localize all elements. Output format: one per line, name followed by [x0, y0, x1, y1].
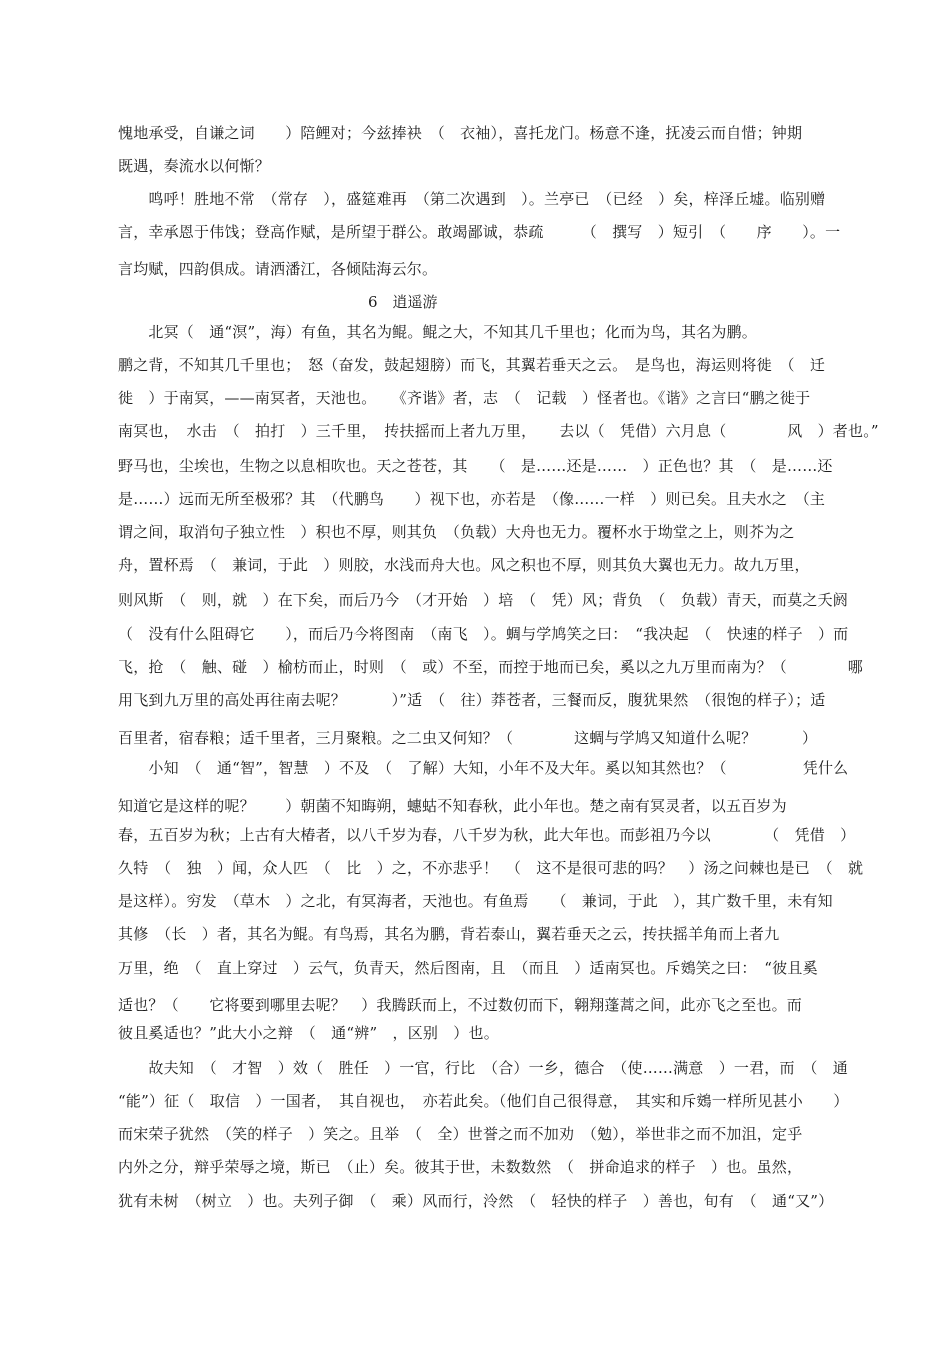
text-line: 其修 （长 ）者，其名为鲲。有鸟焉，其名为鹏，背若泰山，翼若垂天之云，抟扶摇羊角而上者九 — [118, 925, 780, 943]
text-line: 愧地承受，自谦之词 ）陪鲤对；今兹捧袂 （ 衣袖），喜托龙门。杨意不逢，抚凌云而自惜；钟期 — [118, 124, 803, 142]
text-line: 春，五百岁为秋；上古有大椿者，以八千岁为春，八千岁为秋，此大年也。而彭祖乃今以 （ 凭借 ） — [118, 826, 856, 844]
text-line: 用飞到九万里的高处再往南去呢？ ）”适 （ 往）莽苍者，三餐而反，腹犹果然 （很饱的样子）；适 — [118, 691, 826, 709]
text-line: 百里者，宿春粮；适千里者，三月聚粮。之二虫又何知？（ 这蜩与学鸠又知道什么呢？ ） — [118, 729, 818, 747]
text-line: 言均赋，四韵俱成。请洒潘江，各倾陆海云尔。 — [118, 260, 438, 278]
text-line: 是这样）。穷发 （草木 ）之北，有冥海者，天池也。有鱼焉 （ 兼词，于此 ），其广数千里，未有知 — [118, 892, 833, 910]
text-line: 则风斯 （ 则，就 ）在下矣，而后乃今 （才开始 ）培 （ 凭）风；背负 （ 负载）青天，而莫之夭阏 — [118, 591, 849, 609]
text-line: 鹏之背，不知其几千里也； 怒（奋发，鼓起翅膀）而飞，其翼若垂天之云。 是鸟也，海运则将徙 （ 迁 — [118, 356, 826, 374]
text-line: （ 没有什么阻碍它 ），而后乃今将图南 （南飞 ）。蜩与学鸠笑之曰： “我决起 （ 快速的样子 ）而 — [118, 625, 849, 643]
text-line: 谓之间，取消句子独立性 ）积也不厚，则其负 （负载）大舟也无力。覆杯水于坳堂之上，则芥为之 — [118, 523, 795, 541]
text-line: 南冥也， 水击 （ 拍打 ）三千里， 抟扶摇而上者九万里， 去以（ 凭借）六月息（ 风 ）者也。” — [118, 422, 879, 440]
text-line: 万里，绝 （ 直上穿过 ）云气，负青天，然后图南，且 （而且 ）适南冥也。斥鴳笑之曰： “彼且奚 — [118, 959, 818, 977]
section-title: 6 逍遥游 — [368, 293, 438, 311]
text-line: 内外之分，辩乎荣辱之境，斯已 （止）矣。彼其于世，未数数然 （ 拼命追求的样子 ）也。虽然， — [118, 1158, 803, 1176]
text-line: 野马也，尘埃也，生物之以息相吹也。天之苍苍，其 （ 是……还是…… ）正色也？其 （ 是……还 — [118, 457, 833, 475]
text-line: 是……）远而无所至极邪？其 （代鹏鸟 ）视下也，亦若是 （像……一样 ）则已矣。且夫水之 （主 — [118, 490, 826, 508]
text-line: 彼且奚适也？”此大小之辩 （ 通“辨” ，区别 ）也。 — [118, 1024, 499, 1042]
text-line: 北冥（ 通“溟”，海）有鱼，其名为鲲。鲲之大，不知其几千里也；化而为鸟，其名为鹏。 — [118, 323, 757, 341]
text-line: 犹有未树 （树立 ）也。夫列子御 （ 乘）风而行，泠然 （ 轻快的样子 ）善也，旬有 （ 通“又”） — [118, 1192, 834, 1210]
text-line: 鸣呼！胜地不常 （常存 ），盛筵难再 （第二次遇到 ）。兰亭已 （已经 ）矣，梓泽丘墟。临别赠 — [118, 190, 826, 208]
text-line: 既遇，奏流水以何惭？ — [118, 157, 271, 175]
text-line: 舟，置杯焉 （ 兼词，于此 ）则胶，水浅而舟大也。风之积也不厚，则其负大翼也无力。故九万里， — [118, 556, 810, 574]
text-line: 飞，抢 （ 触、碰 ）榆枋而止，时则 （ 或）不至，而控于地而已矣，奚以之九万里而南为？（ 哪 — [118, 658, 864, 676]
text-line: 小知 （ 通“智”，智慧 ）不及 （ 了解）大知，小年不及大年。奚以知其然也？（ 凭什么 — [118, 759, 849, 777]
text-line: 而宋荣子犹然 （笑的样子 ）笑之。且举 （ 全）世誉之而不加劝 （勉），举世非之而不加沮，定乎 — [118, 1125, 803, 1143]
text-line: 故夫知 （ 才智 ）效（ 胜任 ）一官，行比 （合）一乡，德合 （使……满意 ）一君，而 （ 通 — [118, 1059, 849, 1077]
text-line: 言，幸承恩于伟饯；登高作赋，是所望于群公。敢竭鄙诚，恭疏 （ 撰写 ）短引 （ 序 ）。一 — [118, 223, 841, 241]
text-line: 久特 （ 独 ）闻，众人匹 （ 比 ）之，不亦悲乎！ （ 这不是很可悲的吗？ ）汤之问棘也是已 （ 就 — [118, 859, 864, 877]
text-line: “能”）征（ 取信 ）一国者， 其自视也， 亦若此矣。（他们自己很得意， 其实和斥鴳一样所见甚小 ） — [118, 1092, 849, 1110]
text-line: 知道它是这样的呢？ ）朝菌不知晦朔，蟪蛄不知春秋，此小年也。楚之南有冥灵者，以五百岁为 — [118, 797, 787, 815]
text-line: 徙 ）于南冥，——南冥者，天池也。 《齐谐》者，志 （ 记载 ）怪者也。《谐》之言曰“鹏之徙于 — [118, 389, 811, 407]
text-line: 适也？（ 它将要到哪里去呢？ ）我腾跃而上，不过数仞而下，翱翔蓬蒿之间，此亦飞之至也。而 — [118, 996, 803, 1014]
